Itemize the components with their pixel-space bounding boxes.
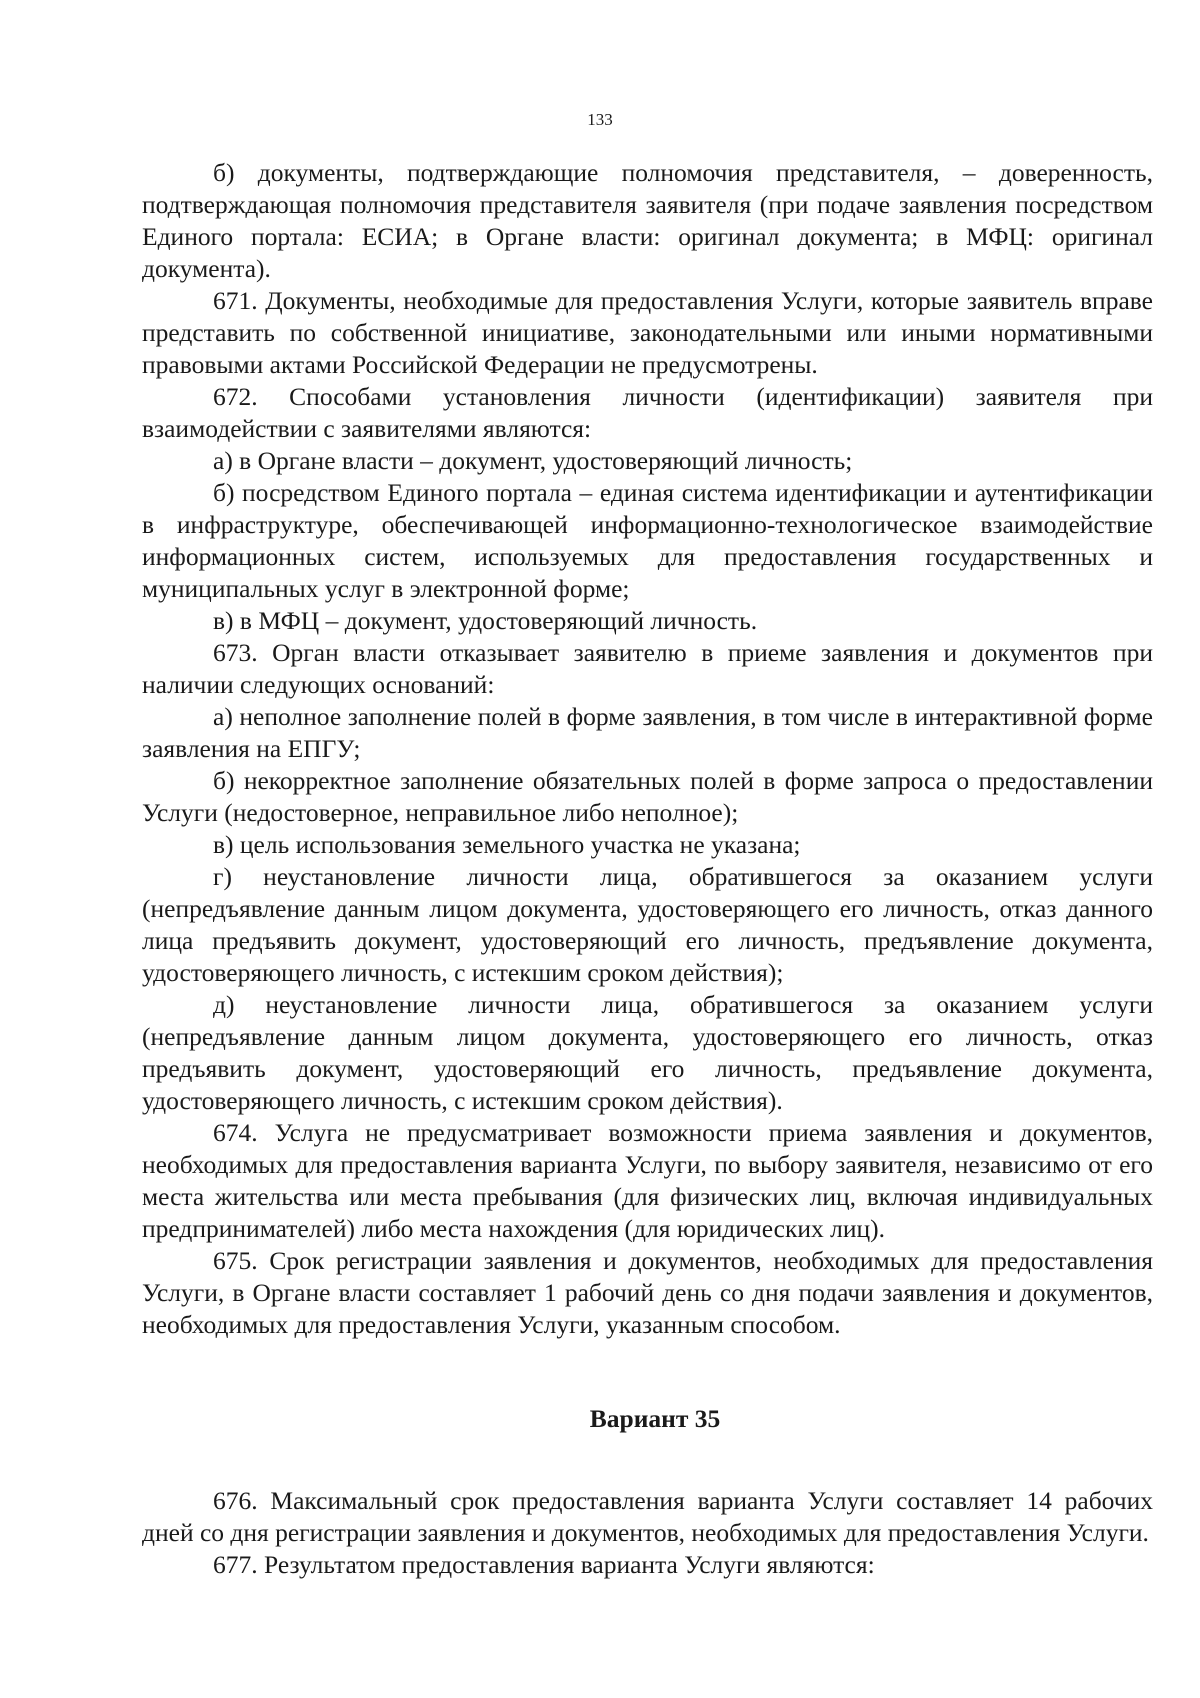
paragraph-672-b: б) посредством Единого портала – единая система идентификации и аутентификации в инфраструктуре, обеспечивающей информационно-технологическое взаимодействие информационных систем, используемых для предоставления государственных и муниципальных услуг в электронной форме; <box>142 478 1153 603</box>
paragraph-675: 675. Срок регистрации заявления и документов, необходимых для предоставления Услуги, в Органе власти составляет 1 рабочий день со дня подачи заявления и документов, необходимых для предоставления Услуги, указанным способом. <box>142 1246 1153 1339</box>
document-body-top <box>142 157 1153 1341</box>
document-body-bottom <box>142 1485 1153 1581</box>
paragraph-672-v: в) в МФЦ – документ, удостоверяющий личность. <box>213 606 758 635</box>
paragraph-673-a: а) неполное заполнение полей в форме заявления, в том числе в интерактивной форме заявления на ЕПГУ; <box>142 702 1153 763</box>
paragraph-676: 676. Максимальный срок предоставления варианта Услуги составляет 14 рабочих дней со дня регистрации заявления и документов, необходимых для предоставления Услуги. <box>142 1486 1153 1547</box>
paragraph-671: 671. Документы, необходимые для предоставления Услуги, которые заявитель вправе представить по собственной инициативе, законодательными или иными нормативными правовыми актами Российской Федерации не предусмотрены. <box>142 286 1153 379</box>
paragraph-673: 673. Орган власти отказывает заявителю в приеме заявления и документов при наличии следующих оснований: <box>142 638 1153 699</box>
paragraph-673-b: б) некорректное заполнение обязательных полей в форме запроса о предоставлении Услуги (недостоверное, неправильное либо неполное); <box>142 766 1153 827</box>
paragraph-672: 672. Способами установления личности (идентификации) заявителя при взаимодействии с заявителями являются: <box>142 382 1153 443</box>
paragraph-673-d: д) неустановление личности лица, обратившегося за оказанием услуги (непредъявление данным лицом документа, удостоверяющего его личность, отказ предъявить документ, удостоверяющий его личность, предъявление документа, удостоверяющего личность, с истекшим сроком действия). <box>142 990 1153 1115</box>
paragraph-673-v: в) цель использования земельного участка не указана; <box>213 830 801 859</box>
paragraph-b-representative-documents: б) документы, подтверждающие полномочия представителя, – доверенность, подтверждающая полномочия представителя заявителя (при подаче заявления посредством Единого портала: ЕСИА; в Органе власти: оригинал документа; в МФЦ: оригинал документа). <box>142 158 1153 283</box>
page-number: 133 <box>587 110 613 129</box>
paragraph-674: 674. Услуга не предусматривает возможности приема заявления и документов, необходимых для предоставления варианта Услуги, по выбору заявителя, независимо от его места жительства или места пребывания (для физических лиц, включая индивидуальных предпринимателей) либо места нахождения (для юридических лиц). <box>142 1118 1153 1243</box>
paragraph-673-g: г) неустановление личности лица, обратившегося за оказанием услуги (непредъявление данным лицом документа, удостоверяющего его личность, отказ данного лица предъявить документ, удостоверяющий его личность, предъявление документа, удостоверяющего личность, с истекшим сроком действия); <box>142 862 1153 987</box>
paragraph-677: 677. Результатом предоставления варианта Услуги являются: <box>213 1550 875 1579</box>
paragraph-672-a: а) в Органе власти – документ, удостоверяющий личность; <box>213 446 853 475</box>
section-heading: Вариант 35 <box>589 1404 721 1433</box>
